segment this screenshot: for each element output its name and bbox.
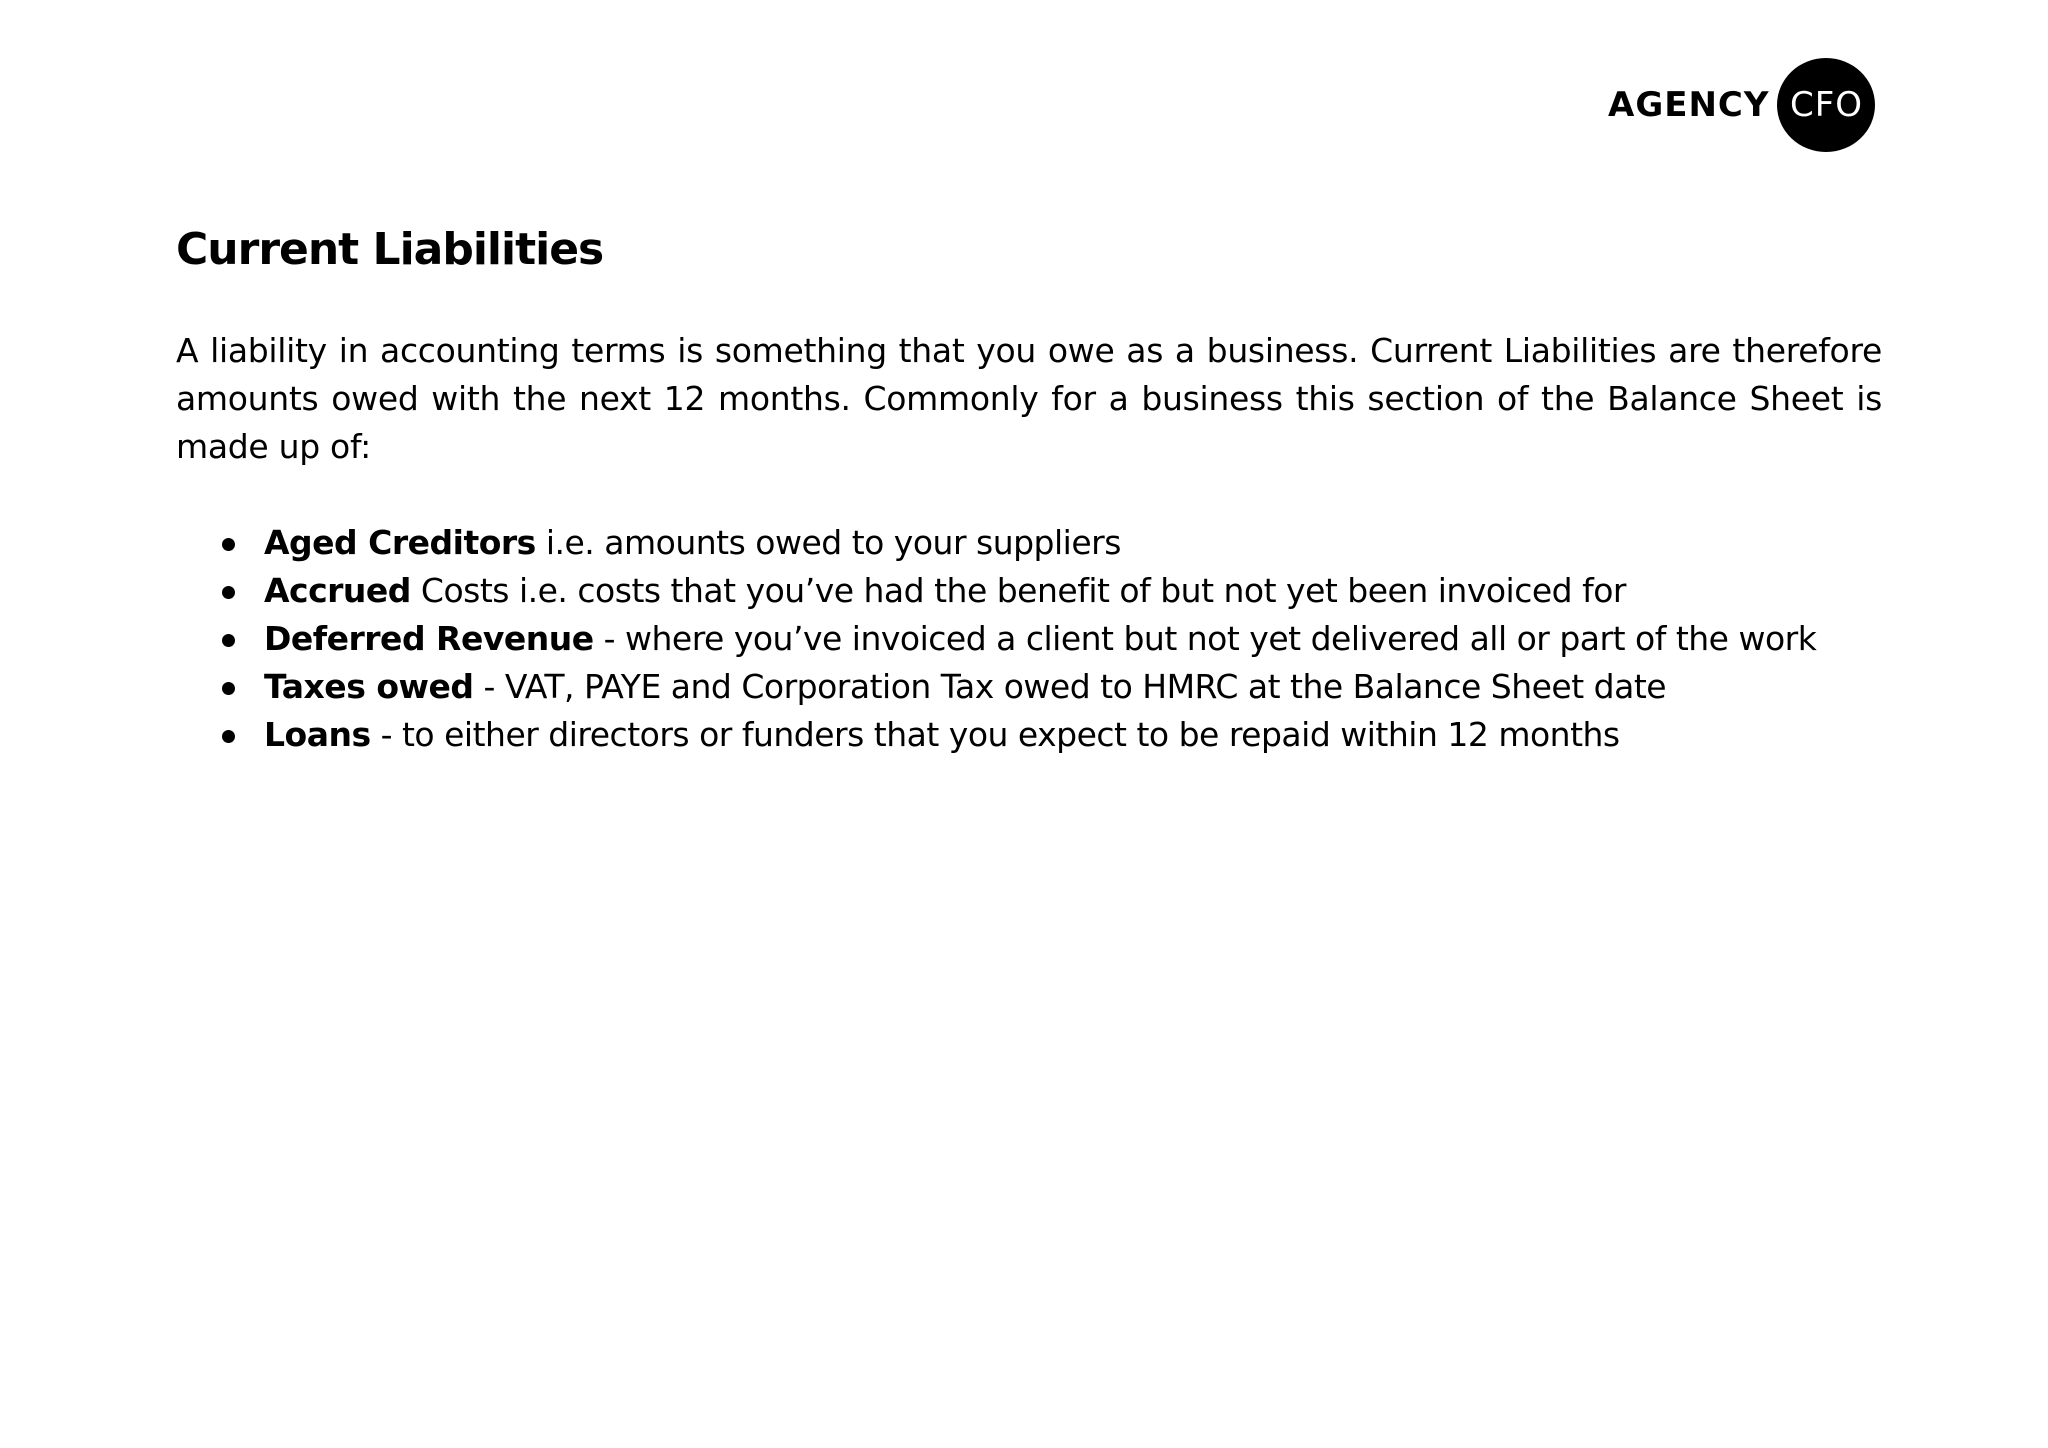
item-term: Accrued bbox=[264, 571, 411, 610]
item-term: Taxes owed bbox=[264, 667, 474, 706]
item-text: - VAT, PAYE and Corporation Tax owed to HMRC at the Balance Sheet date bbox=[473, 667, 1667, 706]
page-title: Current Liabilities bbox=[176, 224, 604, 275]
bullet-icon bbox=[222, 538, 235, 551]
item-text: - to either directors or funders that you expect to be repaid within 12 months bbox=[370, 715, 1620, 754]
item-term: Deferred Revenue bbox=[264, 619, 594, 658]
agency-cfo-logo bbox=[1608, 58, 1875, 152]
item-term: Loans bbox=[264, 715, 371, 754]
liabilities-list bbox=[176, 519, 1916, 759]
item-text: i.e. amounts owed to your suppliers bbox=[535, 523, 1121, 562]
list-item bbox=[176, 711, 1916, 759]
logo-circle-badge: CFO bbox=[1777, 58, 1875, 152]
item-term: Aged Creditors bbox=[264, 523, 536, 562]
list-item bbox=[176, 567, 1916, 615]
bullet-icon bbox=[222, 634, 235, 647]
list-item bbox=[176, 615, 1916, 663]
list-item bbox=[176, 663, 1916, 711]
logo-wordmark: AGENCY bbox=[1608, 85, 1770, 125]
bullet-icon bbox=[222, 586, 235, 599]
bullet-icon bbox=[222, 730, 235, 743]
list-item bbox=[176, 519, 1916, 567]
intro-paragraph: A liability in accounting terms is something that you owe as a business. Current Liabilities are therefore amounts owed with the next 12 months. Commonly for a business this section of the Balance Sheet is made up of: bbox=[176, 331, 1882, 466]
bullet-icon bbox=[222, 682, 235, 695]
item-text: Costs i.e. costs that you’ve had the benefit of but not yet been invoiced for bbox=[410, 571, 1626, 610]
item-text: - where you’ve invoiced a client but not yet delivered all or part of the work bbox=[593, 619, 1817, 658]
